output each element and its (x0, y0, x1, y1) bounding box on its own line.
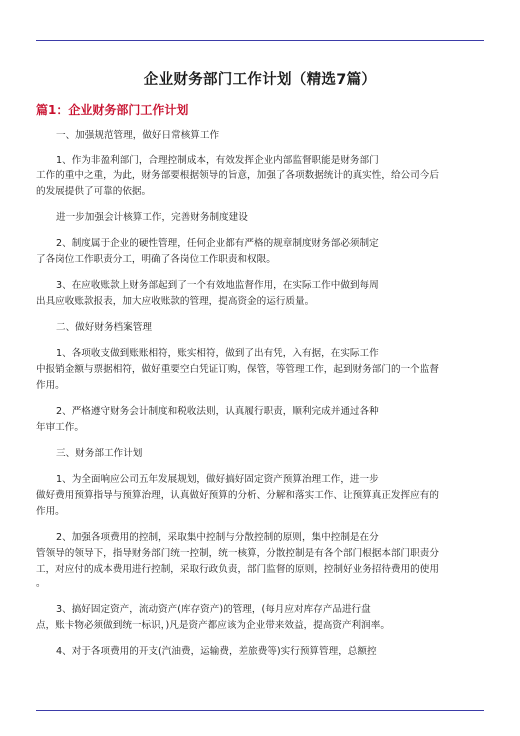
paragraph-line: 。 (36, 578, 46, 589)
paragraph-line: 的发展提供了可靠的依据。 (36, 186, 152, 197)
paragraph-line: 出具应收账款报表，加大应收账款的管理，提高资金的运行质量。 (36, 296, 315, 307)
paragraph-line: 点，账卡物必须做到统一标识，)凡是资产都应该为企业带来效益，提高资产利润率。 (36, 620, 390, 631)
paragraph-line: 1、作为非盈利部门，合理控制成本，有效发挥企业内部监督职能是财务部门 (56, 155, 379, 166)
document-title: 企业财务部门工作计划（精选7篇） (143, 72, 377, 88)
paragraph-line: 了各岗位工作职责分工，明确了各岗位工作职责和权限。 (36, 254, 276, 265)
heading-3: 三、财务部工作计划 (56, 448, 143, 459)
paragraph-line: 2、加强各项费用的控制，采取集中控制与分散控制的原则，集中控制是在分 (56, 532, 379, 543)
heading-1: 一、加强规范管理，做好日常核算工作 (56, 130, 220, 141)
paragraph-line: 管领导的领导下，指导财务部门统一控制，统一核算，分散控制是有各个部门根据本部门职责分 (36, 548, 439, 559)
paragraph-line: 2、严格遵守财务会计制度和税收法则，认真履行职责，顺利完成并通过各种 (56, 406, 379, 417)
paragraph-line: 做好费用预算指导与预算治理，认真做好预算的分析、分解和落实工作、让预算真正发挥应有的 (36, 490, 439, 501)
paragraph-line: 3、在应收账款上财务部起到了一个有效地监督作用，在实际工作中做到每周 (56, 280, 379, 291)
paragraph-line: 4、对于各项费用的开支(汽油费，运输费，差旅费等)实行预算管理，总额控 (56, 646, 377, 657)
top-rule (36, 40, 484, 41)
paragraph-line: 年审工作。 (36, 422, 84, 433)
paragraph-line: 1、为全面响应公司五年发展规划，做好搞好固定资产预算治理工作，进一步 (56, 474, 379, 485)
paragraph-line: 1、各项收支做到账账相符，账实相符，做到了出有凭，入有据，在实际工作 (56, 348, 379, 359)
bottom-rule (36, 710, 484, 711)
paragraph-line: 3、搞好固定资产，流动资产(库存资产)的管理，(每月应对库存产品进行盘 (56, 604, 371, 615)
section-heading: 篇1：企业财务部门工作计划 (36, 103, 189, 117)
paragraph-line: 工，对应付的成本费用进行控制，采取行政负责，部门监督的原则，控制好业务招待费用的使用 (36, 564, 439, 575)
paragraph-line: 作用。 (36, 506, 65, 517)
paragraph-line: 工作的重中之重，为此，财务部要根据领导的旨意，加强了各项数据统计的真实性，给公司今后 (36, 170, 439, 181)
paragraph-line: 作用。 (36, 380, 65, 391)
paragraph-line: 2、制度属于企业的硬性管理，任何企业都有严格的规章制度财务部必须制定 (56, 238, 379, 249)
heading-2: 二、做好财务档案管理 (56, 322, 152, 333)
subheading: 进一步加强会计核算工作，完善财务制度建设 (56, 212, 248, 223)
paragraph-line: 中报销金额与票据相符，做好重要空白凭证订购，保管，等管理工作，起到财务部门的一个监督 (36, 364, 439, 375)
